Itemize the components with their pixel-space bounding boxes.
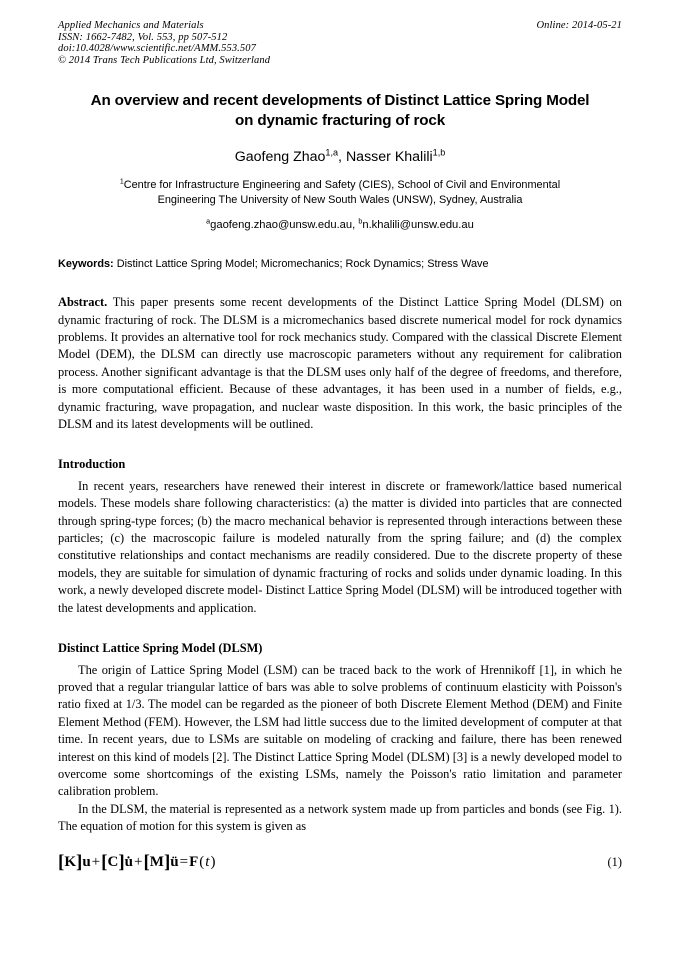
author-name-2: Nasser Khalili (345, 149, 433, 166)
dlsm-paragraph-1: The origin of Lattice Spring Model (LSM) can be traced back to the work of Hrennikoff [1], in which he proved that a regular triangular lattice of bars was able to solve problems of continuum elasticity with Poisson's ratio fixed at 1/3. The model can be regarded as the pioneer of both Discrete Element Method (DEM) and Finite Element Method (FEM). However, the LSM had little success due to the limited development of computer at that time. In recent years, due to LSMs are suitable on modeling of cracking and failure, there has been renewed interest on this kind of models [2]. The Distinct Lattice Spring Model (DLSM) [3] is a newly developed model to overcome some shortcomings of the existing LSMs, namely the Poisson's ratio limitation and parameter calibration problem. (58, 662, 622, 799)
email-address-b: n.khalili@unsw.edu.au (362, 219, 474, 232)
operator-plus-1: + (91, 853, 101, 870)
author-emails (58, 218, 622, 232)
paper-title (58, 91, 622, 131)
author-name-1: Gaofeng Zhao (234, 149, 326, 166)
keywords-line (58, 257, 622, 271)
equation-motion (58, 852, 216, 874)
bracket-close-m: ] (163, 851, 171, 873)
paper-title-line-2: on dynamic fracturing of rock (235, 112, 445, 130)
matrix-c: C (107, 853, 119, 870)
affiliation-block (58, 178, 622, 207)
email-marker-a: a (206, 217, 211, 226)
paren-open: ( (199, 853, 205, 870)
equation-row (58, 852, 622, 876)
abstract-label: Abstract. (58, 295, 108, 310)
vector-u: u (82, 853, 91, 870)
journal-copyright: © 2014 Trans Tech Publications Ltd, Switzerland (58, 54, 271, 66)
bracket-close-c: ] (118, 851, 125, 873)
affiliation-line-2: Engineering The University of New South Wales (UNSW), Sydney, Australia (157, 193, 523, 206)
time-variable: t (205, 853, 210, 870)
bracket-open-m: [ (143, 851, 150, 873)
keywords-value: Distinct Lattice Spring Model; Micromechanics; Rock Dynamics; Stress Wave (113, 258, 489, 271)
author-affiliation-marker-1: 1,a (325, 147, 339, 158)
email-address-a: gaofeng.zhao@unsw.edu.au, (210, 219, 359, 232)
operator-equals: = (179, 853, 189, 870)
abstract-paragraph (58, 294, 622, 433)
introduction-paragraph-1: In recent years, researchers have renewed their interest in discrete or framework/lattice based numerical models. These models share following characteristics: (a) the matter is divided into particles that are connected through spring-type forces; (b) the macro mechanical behavior is represented through interactions between these particles; (c) the macroscopic failure is modeled naturally from the spring failure; and (d) the complex constitutive relationships and contact mechanisms are readily considered. Due to the discrete property of these models, they are suitable for simulation of dynamic fracturing of rocks and solids under dynamic loading. In this work, a newly developed discrete model- Distinct Lattice Spring Model (DLSM) will be introduced together with the latest developments and application. (58, 478, 622, 615)
email-marker-b: b (358, 217, 363, 226)
bracket-open-k: [ (58, 851, 65, 873)
paper-title-line-1: An overview and recent developments of Distinct Lattice Spring Model (90, 92, 590, 110)
bracket-close-k: ] (76, 851, 83, 873)
vector-u-ddot: ü (170, 853, 179, 870)
section-heading-dlsm: Distinct Lattice Spring Model (DLSM) (58, 641, 263, 656)
vector-u-dot: u̇ (124, 853, 133, 870)
abstract-text: This paper presents some recent developments of the Distinct Lattice Spring Model (DLSM) on dynamic fracturing of rock. The DLSM is a micromechanics based discrete numerical model for rock dynamics problems. It provides an alternative tool for rock mechanics study. Compared with the classical Discrete Element Model (DEM), the DLSM can directly use macroscopic parameters without any requirement for calibration process. Another significant advantage is that the DLSM uses only half of the degree of freedoms, and therefore, is more computational efficient. Because of these advantages, it has been used in a number of fields, e.g., dynamic fracturing, wave propagation, and nuclear waste disposition. In this work, the basic principles of the DLSM and its latest developments will be outlined. (58, 295, 622, 432)
dlsm-paragraph-2: In the DLSM, the material is represented as a network system made up from particles and bonds (see Fig. 1). The equation of motion for this system is given as (58, 801, 622, 834)
keywords-label: Keywords: (58, 258, 114, 271)
equation-number: (1) (607, 854, 622, 869)
online-date: Online: 2014-05-21 (536, 20, 622, 31)
journal-issn-volume: ISSN: 1662-7482, Vol. 553, pp 507-512 (58, 31, 228, 43)
matrix-k: K (64, 853, 76, 870)
page-content (58, 20, 622, 876)
matrix-m: M (149, 853, 164, 870)
force-vector-f: F (189, 853, 199, 870)
paren-close: ) (210, 853, 216, 870)
journal-doi: doi:10.4028/www.scientific.net/AMM.553.507 (58, 43, 256, 55)
author-affiliation-marker-2: 1,b (432, 147, 446, 158)
affiliation-marker: 1 (119, 178, 124, 186)
operator-plus-2: + (133, 853, 143, 870)
affiliation-line-1 (82, 178, 598, 192)
affiliation-text-1: Centre for Infrastructure Engineering and Safety (CIES), School of Civil and Environmental (123, 179, 561, 192)
bracket-open-c: [ (101, 851, 108, 873)
journal-header (58, 20, 622, 66)
section-heading-introduction: Introduction (58, 457, 126, 472)
journal-name: Applied Mechanics and Materials (58, 20, 204, 31)
author-list (58, 149, 622, 166)
author-separator: , (338, 149, 346, 166)
